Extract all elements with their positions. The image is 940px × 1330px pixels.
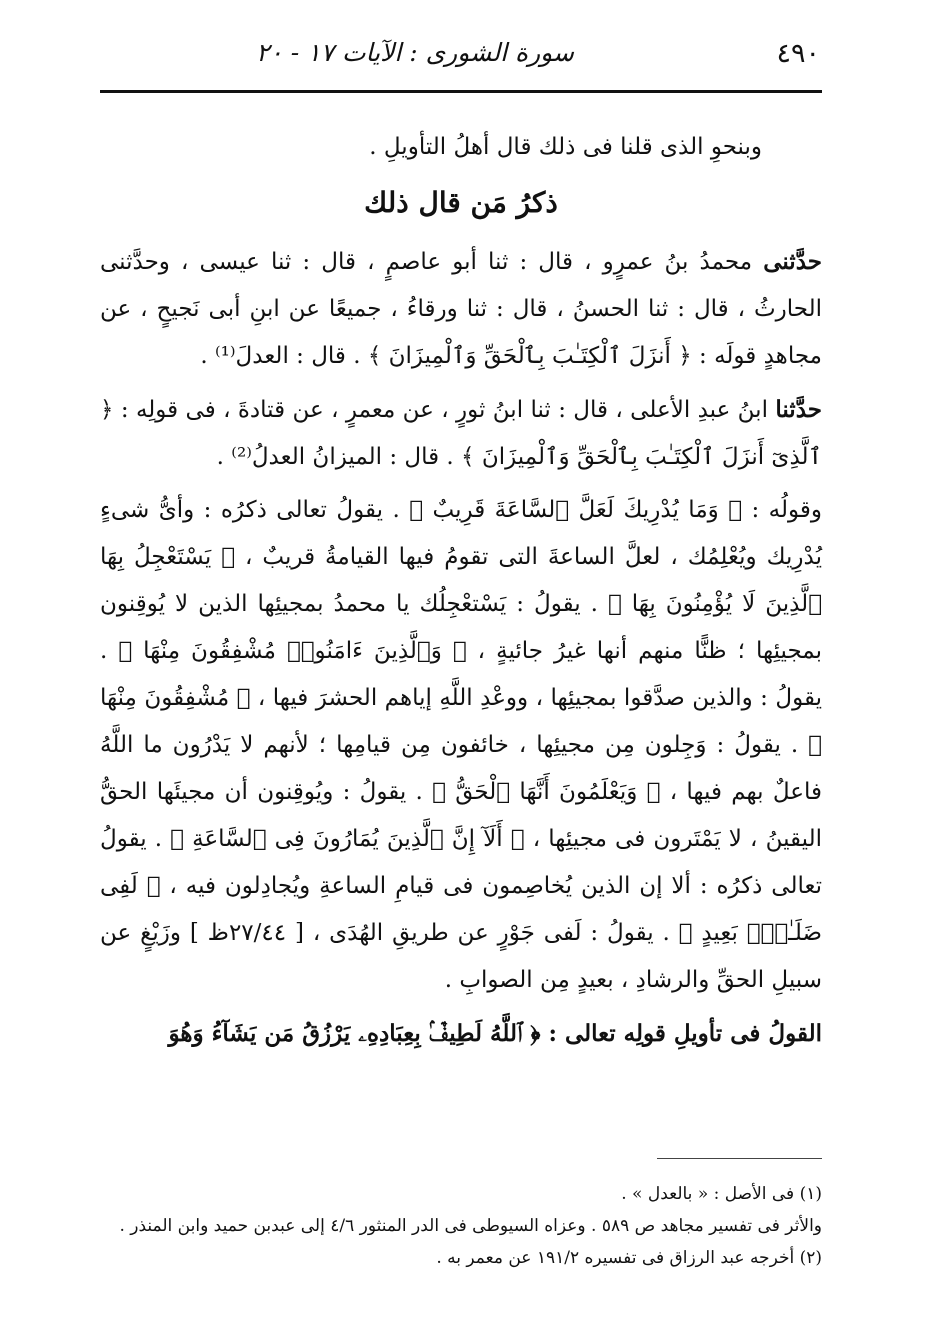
footnotes (100, 1178, 822, 1274)
paragraph: وبنحوِ الذى قلنا فى ذلك قال أهلُ التأويلِ . (369, 134, 762, 160)
header-rule (100, 90, 822, 93)
page-number: ٤٩٠ (776, 38, 820, 69)
section-heading: ذكرُ مَن قال ذلك (364, 186, 558, 219)
footnote-line: (١) فى الأصل : « بالعدل » . (621, 1184, 822, 1204)
footnote-separator (657, 1158, 822, 1159)
paragraph: وقولُه : ﴿ وَمَا يُدْرِيكَ لَعَلَّ ٱلسَّاعَةَ قَرِيبٌ ﴾ . يقولُ تعالى ذكرُه : وأىُّ شىءٍ يُدْرِيك ويُعْلِمُك ، لعلَّ الساعةَ التى تقومُ فيها القيامةُ قريبٌ ، ﴿ يَسْتَعْجِلُ بِهَا ٱلَّذِينَ لَا يُؤْمِنُونَ بِهَا ﴾ . يقولُ : يَسْتعْجِلُك يا محمدُ بمجيئِها الذين لا يُوقِنون بمجيئِها ؛ ظنًّا منهم أنها غيرُ جائيةٍ ، ﴿ وَٱلَّذِينَ ءَامَنُوا۟ مُشْفِقُونَ مِنْهَا ﴾ . يقولُ : والذين صدَّقوا بمجيئِها ، ووعْدِ اللَّهِ إياهم الحشرَ فيها ، ﴿ مُشْفِقُونَ مِنْهَا ﴾ . يقولُ : وَجِلون مِن مجيئِها ، خائفون مِن قيامِها ؛ لأنهم لا يَدْرُون ما اللَّهُ فاعلٌ بهم فيها ، ﴿ وَيَعْلَمُونَ أَنَّهَا ٱلْحَقُّ ﴾ . يقولُ : ويُوقِنون أن مجيئَها الحقُّ اليقينُ ، لا يَمْتَرون فى مجيئِها ، ﴿ أَلَآ إِنَّ ٱلَّذِينَ يُمَارُونَ فِى ٱلسَّاعَةِ ﴾ . يقولُ تعالى ذكرُه : ألا إن الذين يُخاصِمون فى قيامِ الساعةِ ويُجادِلون فيه ، ﴿ لَفِى ضَلَـٰلٍۭ بَعِيدٍ ﴾ . يقولُ : لَفى جَوْرٍ عن طريقِ الهُدَى ، [ ٢٧/٤٤ظ ] وزَيْغٍ عن سبيلِ الحقِّ والرشادِ ، بعيدٍ مِن الصوابِ . (100, 497, 823, 993)
running-title: سورة الشورى : الآيات ١٧ - ٢٠ (255, 38, 575, 67)
paragraph (100, 386, 822, 481)
footnote-line: (٢) أخرجه عبد الرزاق فى تفسيره ١٩١/٢ عن معمر به . (436, 1248, 822, 1268)
main-text (100, 124, 822, 1063)
paragraph-heading: القولُ فى تأويلِ قولِه تعالى : ﴿ ٱللَّهُ لَطِيفٌۢ بِعِبَادِهِۦ يَرْزُقُ مَن يَشَآءُ وَهُوَ (168, 1020, 822, 1047)
paragraph-lead: حدَّثنا (775, 396, 822, 423)
paragraph-lead: حدَّثنى (763, 248, 822, 275)
footnote-line: والأثر فى تفسير مجاهد ص ٥٨٩ . وعزاه السيوطى فى الدر المنثور ٤/٦ إلى عبدبن حميد وابن المنذر . (119, 1216, 822, 1236)
paragraph-text: محمدُ بنُ عمرٍو ، قال : ثنا أبو عاصمٍ ، قال : ثنا عيسى ، وحدَّثنى الحارثُ ، قال : ثنا الحسنُ ، قال : ثنا ورقاءُ ، جميعًا عن ابنِ أبى نَجيحٍ ، عن مجاهدٍ قولَه : ﴿ أَنزَلَ ٱلْكِتَـٰبَ بِٱلْحَقِّ وَٱلْمِيزَانَ ﴾ . قال : العدلَ⁽¹⁾ . (100, 249, 822, 369)
paragraph-text: ابنُ عبدِ الأعلى ، قال : ثنا ابنُ ثورٍ ، عن معمرٍ ، عن قتادةَ ، فى قولِه : ﴿ ٱلَّذِىٓ أَنزَلَ ٱلْكِتَـٰبَ بِٱلْحَقِّ وَٱلْمِيزَانَ ﴾ . قال : الميزانُ العدلُ⁽²⁾ . (100, 397, 822, 470)
paragraph (100, 238, 822, 380)
page-header (100, 38, 820, 78)
